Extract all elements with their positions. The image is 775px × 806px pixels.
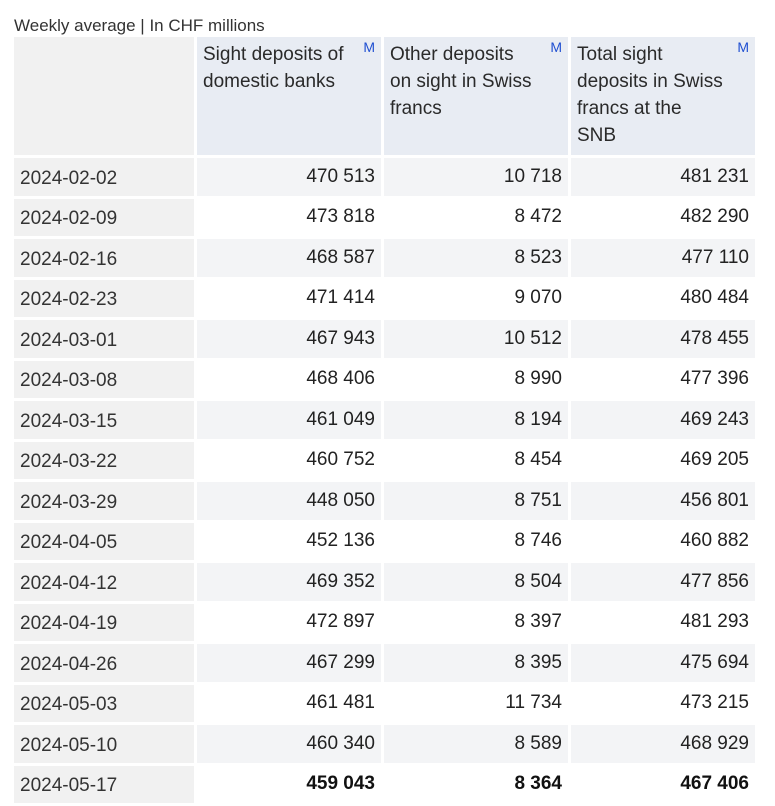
cell-total-sight-deposits: 477 856 bbox=[571, 563, 755, 601]
column-header-label: Total sight deposits in Swiss francs at the SNB bbox=[577, 44, 723, 146]
table-row bbox=[14, 482, 755, 520]
cell-other-deposits: 8 397 bbox=[384, 604, 568, 642]
row-date: 2024-02-02 bbox=[14, 158, 194, 196]
cell-other-deposits: 8 504 bbox=[384, 563, 568, 601]
cell-other-deposits: 8 746 bbox=[384, 523, 568, 561]
cell-other-deposits: 8 454 bbox=[384, 442, 568, 480]
cell-total-sight-deposits: 460 882 bbox=[571, 523, 755, 561]
cell-domestic-banks: 461 049 bbox=[197, 401, 381, 439]
row-date: 2024-05-10 bbox=[14, 725, 194, 763]
cell-total-sight-deposits: 469 243 bbox=[571, 401, 755, 439]
cell-other-deposits: 8 194 bbox=[384, 401, 568, 439]
table-row bbox=[14, 523, 755, 561]
row-date: 2024-03-08 bbox=[14, 361, 194, 399]
cell-domestic-banks: 448 050 bbox=[197, 482, 381, 520]
table-row bbox=[14, 199, 755, 237]
table-row bbox=[14, 401, 755, 439]
cell-domestic-banks: 468 587 bbox=[197, 239, 381, 277]
table-row bbox=[14, 280, 755, 318]
row-date: 2024-03-15 bbox=[14, 401, 194, 439]
sight-deposits-table bbox=[11, 34, 758, 806]
table-row bbox=[14, 725, 755, 763]
cell-domestic-banks: 452 136 bbox=[197, 523, 381, 561]
cell-other-deposits: 10 512 bbox=[384, 320, 568, 358]
table-row bbox=[14, 685, 755, 723]
cell-other-deposits: 11 734 bbox=[384, 685, 568, 723]
table-row bbox=[14, 158, 755, 196]
row-date: 2024-04-26 bbox=[14, 644, 194, 682]
cell-domestic-banks: 460 340 bbox=[197, 725, 381, 763]
cell-other-deposits: 8 472 bbox=[384, 199, 568, 237]
cell-total-sight-deposits: 473 215 bbox=[571, 685, 755, 723]
cell-total-sight-deposits: 467 406 bbox=[571, 766, 755, 804]
cell-total-sight-deposits: 478 455 bbox=[571, 320, 755, 358]
cell-other-deposits: 8 589 bbox=[384, 725, 568, 763]
cell-domestic-banks: 460 752 bbox=[197, 442, 381, 480]
table-row bbox=[14, 320, 755, 358]
row-date: 2024-03-29 bbox=[14, 482, 194, 520]
cell-domestic-banks: 461 481 bbox=[197, 685, 381, 723]
column-header-label: Sight deposits of domestic banks bbox=[203, 44, 344, 92]
cell-domestic-banks: 467 299 bbox=[197, 644, 381, 682]
cell-total-sight-deposits: 468 929 bbox=[571, 725, 755, 763]
cell-total-sight-deposits: 480 484 bbox=[571, 280, 755, 318]
metadata-link[interactable]: M bbox=[550, 39, 562, 55]
cell-total-sight-deposits: 477 110 bbox=[571, 239, 755, 277]
cell-total-sight-deposits: 481 231 bbox=[571, 158, 755, 196]
row-date: 2024-02-09 bbox=[14, 199, 194, 237]
header-row bbox=[14, 37, 755, 155]
cell-other-deposits: 8 990 bbox=[384, 361, 568, 399]
table-row bbox=[14, 442, 755, 480]
cell-total-sight-deposits: 475 694 bbox=[571, 644, 755, 682]
column-header-total-sight-deposits bbox=[571, 37, 755, 155]
metadata-link[interactable]: M bbox=[363, 39, 375, 55]
cell-domestic-banks: 459 043 bbox=[197, 766, 381, 804]
cell-domestic-banks: 472 897 bbox=[197, 604, 381, 642]
corner-cell bbox=[14, 37, 194, 155]
table-row bbox=[14, 766, 755, 804]
row-date: 2024-04-12 bbox=[14, 563, 194, 601]
table-row bbox=[14, 239, 755, 277]
table-body bbox=[14, 158, 755, 803]
column-header-label: Other deposits on sight in Swiss francs bbox=[390, 44, 532, 119]
cell-domestic-banks: 467 943 bbox=[197, 320, 381, 358]
cell-other-deposits: 10 718 bbox=[384, 158, 568, 196]
cell-total-sight-deposits: 482 290 bbox=[571, 199, 755, 237]
cell-total-sight-deposits: 469 205 bbox=[571, 442, 755, 480]
cell-domestic-banks: 473 818 bbox=[197, 199, 381, 237]
cell-total-sight-deposits: 456 801 bbox=[571, 482, 755, 520]
table-row bbox=[14, 361, 755, 399]
column-header-other-deposits bbox=[384, 37, 568, 155]
row-date: 2024-02-23 bbox=[14, 280, 194, 318]
row-date: 2024-05-03 bbox=[14, 685, 194, 723]
row-date: 2024-03-22 bbox=[14, 442, 194, 480]
row-date: 2024-03-01 bbox=[14, 320, 194, 358]
row-date: 2024-04-19 bbox=[14, 604, 194, 642]
metadata-link[interactable]: M bbox=[737, 39, 749, 55]
cell-other-deposits: 8 395 bbox=[384, 644, 568, 682]
cell-domestic-banks: 469 352 bbox=[197, 563, 381, 601]
cell-domestic-banks: 470 513 bbox=[197, 158, 381, 196]
table-row bbox=[14, 604, 755, 642]
cell-other-deposits: 9 070 bbox=[384, 280, 568, 318]
row-date: 2024-04-05 bbox=[14, 523, 194, 561]
cell-other-deposits: 8 364 bbox=[384, 766, 568, 804]
cell-total-sight-deposits: 481 293 bbox=[571, 604, 755, 642]
cell-domestic-banks: 471 414 bbox=[197, 280, 381, 318]
cell-other-deposits: 8 523 bbox=[384, 239, 568, 277]
cell-total-sight-deposits: 477 396 bbox=[571, 361, 755, 399]
cell-domestic-banks: 468 406 bbox=[197, 361, 381, 399]
cell-other-deposits: 8 751 bbox=[384, 482, 568, 520]
column-header-domestic-banks bbox=[197, 37, 381, 155]
row-date: 2024-05-17 bbox=[14, 766, 194, 804]
table-row bbox=[14, 563, 755, 601]
row-date: 2024-02-16 bbox=[14, 239, 194, 277]
table-row bbox=[14, 644, 755, 682]
table-caption: Weekly average | In CHF millions bbox=[14, 16, 265, 35]
